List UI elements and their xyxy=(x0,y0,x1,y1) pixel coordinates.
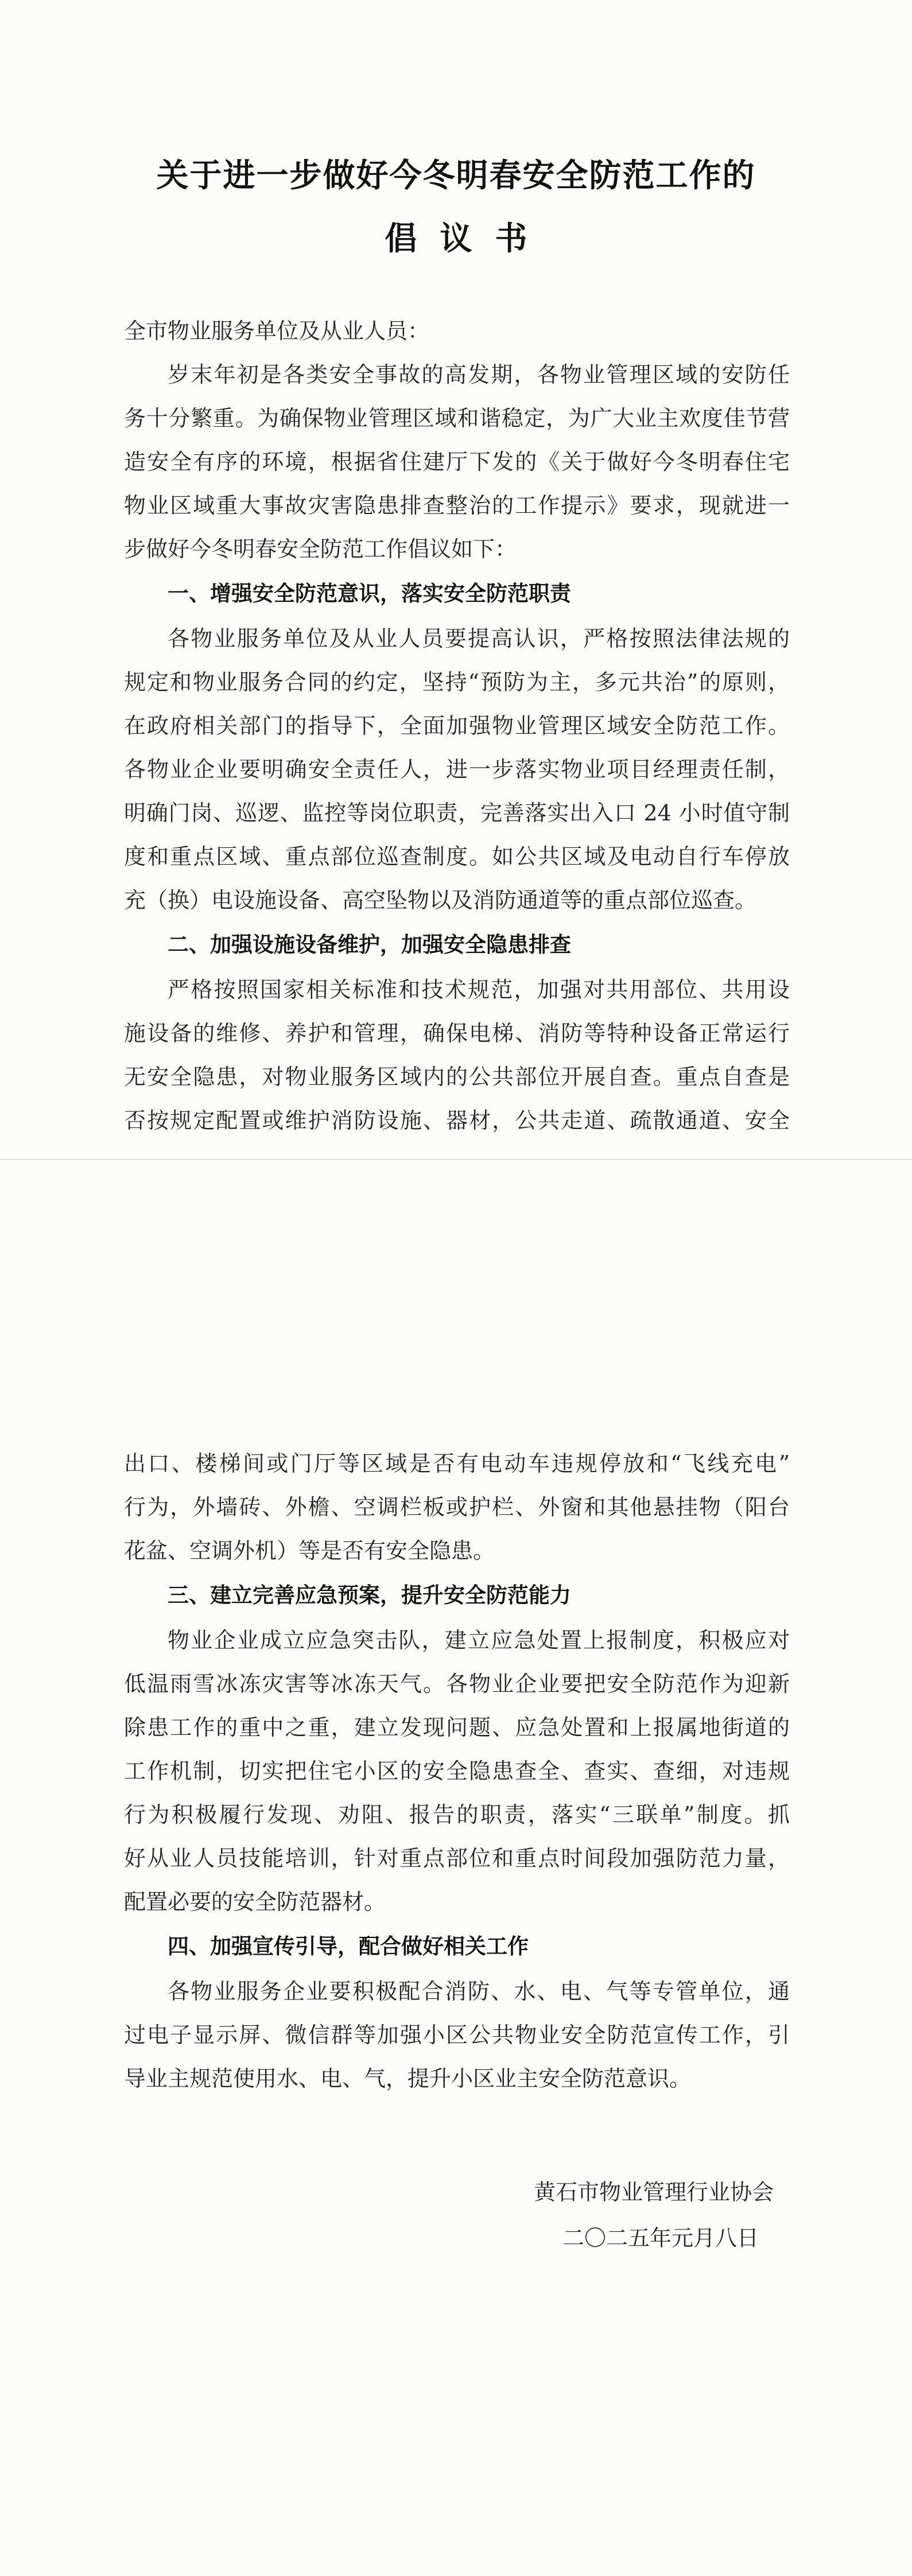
section3-line: 低温雨雪冰冻灾害等冰冻天气。各物业企业要把安全防范作为迎新 xyxy=(124,1671,790,1696)
section1-line: 在政府相关部门的指导下，全面加强物业管理区域安全防范工作。 xyxy=(124,713,790,738)
document-title-line2: 倡议书 xyxy=(385,220,550,258)
section3-line: 工作机制，切实把住宅小区的安全隐患查全、查实、查细，对违规 xyxy=(124,1758,790,1784)
section3-line: 物业企业成立应急突击队，建立应急处置上报制度，积极应对 xyxy=(168,1628,790,1653)
signature-organization: 黄石市物业管理行业协会 xyxy=(534,2180,774,2205)
section1-line: 度和重点区域、重点部位巡查制度。如公共区域及电动自行车停放 xyxy=(124,844,790,869)
salutation: 全市物业服务单位及从业人员： xyxy=(124,318,430,344)
section4-line: 导业主规范使用水、电、气，提升小区业主安全防范意识。 xyxy=(124,2066,692,2091)
section3-line: 配置必要的安全防范器材。 xyxy=(124,1889,386,1915)
section2-line: 施设备的维修、养护和管理，确保电梯、消防等特种设备正常运行 xyxy=(124,1021,790,1046)
section-heading-2: 二、加强设施设备维护，加强安全隐患排查 xyxy=(168,932,571,957)
section1-line: 各物业服务单位及从业人员要提高认识，严格按照法律法规的 xyxy=(168,626,790,651)
intro-line: 步做好今冬明春安全防范工作倡议如下： xyxy=(124,536,517,562)
section2-line: 无安全隐患，对物业服务区域内的公共部位开展自查。重点自查是 xyxy=(124,1064,790,1089)
section2-line: 行为，外墙砖、外檐、空调栏板或护栏、外窗和其他悬挂物（阳台 xyxy=(124,1495,790,1520)
section3-line: 好从业人员技能培训，针对重点部位和重点时间段加强防范力量， xyxy=(124,1846,790,1871)
intro-line: 物业区域重大事故灾害隐患排查整治的工作提示》要求，现就进一 xyxy=(124,493,790,518)
section-heading-3: 三、建立完善应急预案，提升安全防范能力 xyxy=(168,1583,571,1608)
section2-line: 否按规定配置或维护消防设施、器材，公共走道、疏散通道、安全 xyxy=(124,1108,790,1133)
section2-line: 出口、楼梯间或门厅等区域是否有电动车违规停放和“飞线充电” xyxy=(124,1451,790,1476)
section1-line: 各物业企业要明确安全责任人，进一步落实物业项目经理责任制， xyxy=(124,757,790,782)
signature-date: 二〇二五年元月八日 xyxy=(562,2225,759,2251)
document-title-line1: 关于进一步做好今冬明春安全防范工作的 xyxy=(156,157,756,194)
intro-line: 造安全有序的环境，根据省住建厅下发的《关于做好今冬明春住宅 xyxy=(124,449,790,474)
section2-line: 花盆、空调外机）等是否有安全隐患。 xyxy=(124,1538,495,1563)
section3-line: 除患工作的重中之重，建立发现问题、应急处置和上报属地街道的 xyxy=(124,1715,790,1740)
page-divider xyxy=(0,1159,912,1160)
intro-line: 岁末年初是各类安全事故的高发期，各物业管理区域的安防任 xyxy=(168,362,790,387)
intro-line: 务十分繁重。为确保物业管理区域和谐稳定，为广大业主欢度佳节营 xyxy=(124,406,790,431)
section4-line: 过电子显示屏、微信群等加强小区公共物业安全防范宣传工作，引 xyxy=(124,2022,790,2048)
section-heading-4: 四、加强宣传引导，配合做好相关工作 xyxy=(168,1934,529,1959)
section1-line: 充（换）电设施设备、高空坠物以及消防通道等的重点部位巡查。 xyxy=(124,888,757,913)
section3-line: 行为积极履行发现、劝阻、报告的职责，落实“三联单”制度。抓 xyxy=(124,1802,790,1827)
section2-line: 严格按照国家相关标准和技术规范，加强对共用部位、共用设 xyxy=(168,977,790,1002)
section1-line: 明确门岗、巡逻、监控等岗位职责，完善落实出入口 24 小时值守制 xyxy=(124,800,790,826)
section-heading-1: 一、增强安全防范意识，落实安全防范职责 xyxy=(168,581,571,606)
section4-line: 各物业服务企业要积极配合消防、水、电、气等专管单位，通 xyxy=(168,1979,790,2004)
section1-line: 规定和物业服务合同的约定，坚持“预防为主，多元共治”的原则， xyxy=(124,670,790,695)
